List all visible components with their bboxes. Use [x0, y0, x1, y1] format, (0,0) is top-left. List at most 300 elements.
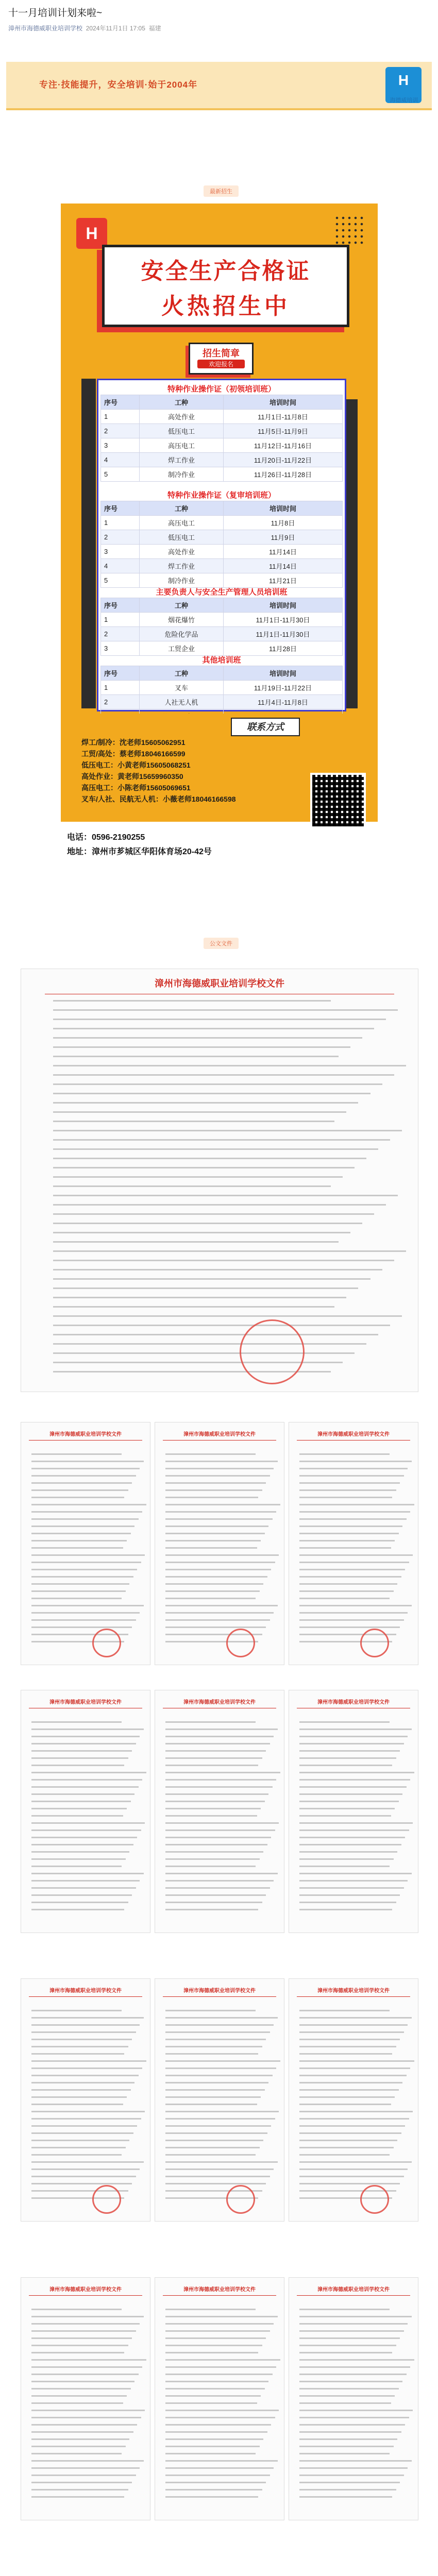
- table-header-cell: 培训时间: [224, 501, 343, 516]
- document-text-line: [31, 1837, 137, 1838]
- table-cell: 11月14日: [224, 559, 343, 573]
- document-heading: 漳州市海德威职业培训学校文件: [155, 978, 284, 989]
- account-name-link[interactable]: 漳州市海德威职业培训学校: [8, 25, 83, 32]
- document-text-line: [31, 1887, 136, 1889]
- document-text-line: [165, 2060, 280, 2062]
- document-text-line: [31, 1728, 144, 1730]
- document-text-line: [53, 1121, 335, 1122]
- document-text-line: [165, 2147, 260, 2148]
- document-text-line: [31, 1461, 144, 1462]
- document-text-line: [165, 2309, 256, 2310]
- poster-address: 地址：漳州市芗城区华阳体育场20-42号: [67, 848, 212, 856]
- document-text-line: [299, 1518, 407, 1520]
- document-text-line: [31, 2154, 122, 2156]
- document-text-line: [31, 2475, 136, 2476]
- document-text-line: [31, 2161, 144, 2163]
- document-text-line: [299, 1880, 408, 1882]
- table-cell: 11月26日-11月28日: [224, 467, 343, 482]
- document-text-line: [53, 1260, 394, 1261]
- qr-code-icon[interactable]: [310, 773, 366, 828]
- document-text-line: [299, 1547, 391, 1549]
- document-text-line: [165, 2438, 263, 2440]
- document-text-line: [31, 2446, 126, 2447]
- document-text-line: [165, 1815, 257, 1817]
- document-text-line: [31, 2060, 146, 2062]
- document-page[interactable]: [289, 1978, 418, 2222]
- document-text-line: [31, 2438, 129, 2440]
- document-text-line: [165, 1909, 258, 1910]
- document-text-line: [31, 2460, 144, 2462]
- table-cell: 2: [101, 695, 140, 709]
- document-heading: 漳州市海德威职业培训学校文件: [49, 2287, 122, 2293]
- table-cell: 11月1日-11月30日: [224, 627, 343, 641]
- document-text-line: [31, 2388, 131, 2389]
- document-text-line: [299, 1866, 390, 1867]
- document-page[interactable]: [155, 1978, 284, 2222]
- document-text-line: [299, 2366, 410, 2368]
- document-text-line: [165, 1576, 267, 1578]
- document-heading: 漳州市海德威职业培训学校文件: [49, 1432, 122, 1437]
- document-heading: 漳州市海德威职业培训学校文件: [317, 1988, 390, 1994]
- document-text-line: [165, 2381, 268, 2382]
- document-page[interactable]: [21, 2277, 150, 2520]
- table-row: [101, 516, 343, 530]
- document-text-line: [31, 1743, 136, 1744]
- table-cell: 低压电工: [140, 424, 224, 438]
- document-text-line: [165, 2366, 276, 2368]
- table-header-cell: 工种: [140, 395, 224, 410]
- document-text-line: [31, 2111, 145, 2112]
- document-text-line: [31, 1511, 142, 1513]
- table-cell: 叉车: [140, 681, 224, 695]
- document-text-line: [31, 2337, 132, 2339]
- document-text-line: [165, 1540, 261, 1541]
- document-text-line: [165, 2453, 256, 2454]
- document-text-line: [165, 2402, 257, 2404]
- document-text-line: [299, 1461, 412, 1462]
- document-text-line: [165, 1902, 262, 1903]
- document-text-line: [53, 1195, 398, 1196]
- document-text-line: [299, 2089, 399, 2091]
- document-text-line: [31, 1822, 145, 1824]
- document-text-line: [299, 1511, 410, 1513]
- document-page[interactable]: [289, 1690, 418, 1933]
- document-text-line: [165, 2161, 278, 2163]
- document-text-line: [299, 1894, 400, 1896]
- contact-line: 叉车/人社、民航无人机：小薇老师18046166598: [81, 795, 236, 803]
- document-text-line: [299, 2395, 395, 2397]
- document-text-line: [31, 1518, 139, 1520]
- document-text-line: [31, 2330, 136, 2332]
- document-text-line: [165, 1894, 266, 1896]
- document-text-line: [31, 2374, 139, 2375]
- document-text-line: [165, 2024, 274, 2026]
- document-page[interactable]: [155, 1690, 284, 1933]
- table-cell: 4: [101, 453, 140, 467]
- document-text-line: [165, 2337, 266, 2339]
- document-text-line: [165, 1569, 271, 1570]
- document-text-line: [53, 1130, 402, 1131]
- document-text-line: [165, 2140, 263, 2141]
- document-text-line: [299, 1504, 414, 1505]
- document-text-line: [31, 1801, 131, 1802]
- document-text-line: [299, 1554, 413, 1556]
- document-text-line: [165, 1765, 258, 1766]
- document-text-line: [31, 2496, 124, 2498]
- table-cell: 5: [101, 573, 140, 588]
- document-text-line: [165, 1453, 256, 1455]
- document-text-line: [165, 1562, 275, 1563]
- document-text-line: [31, 2017, 144, 2019]
- document-text-line: [165, 1736, 274, 1737]
- document-text-line: [165, 1554, 279, 1556]
- table-row: [101, 681, 343, 695]
- document-text-line: [165, 2168, 274, 2170]
- document-text-line: [299, 1583, 397, 1585]
- document-text-line: [165, 2096, 261, 2098]
- document-text-line: [31, 1554, 145, 1556]
- document-text-line: [165, 2089, 265, 2091]
- document-page[interactable]: [21, 1690, 150, 1933]
- document-text-line: [31, 2352, 124, 2353]
- document-text-line: [165, 1757, 262, 1759]
- document-text-line: [299, 2168, 408, 2170]
- document-text-line: [299, 2417, 409, 2418]
- document-text-line: [53, 1232, 351, 1233]
- table-cell: 11月21日: [224, 573, 343, 588]
- document-text-line: [165, 2053, 258, 2055]
- document-text-line: [299, 2010, 390, 2011]
- table-cell: 1: [101, 516, 140, 530]
- table-header-cell: 培训时间: [224, 666, 343, 681]
- document-text-line: [53, 1287, 359, 1289]
- document-text-line: [165, 2067, 276, 2069]
- document-text-line: [299, 2475, 404, 2476]
- document-rule: [29, 2295, 142, 2296]
- document-text-line: [165, 2467, 274, 2469]
- document-text-line: [31, 1619, 136, 1621]
- table-cell: 2: [101, 424, 140, 438]
- document-text-line: [31, 2366, 142, 2368]
- document-text-line: [31, 2010, 122, 2011]
- document-page[interactable]: [155, 1422, 284, 1665]
- document-text-line: [299, 2345, 396, 2346]
- table-cell: 制冷作业: [140, 573, 224, 588]
- document-text-line: [165, 1598, 256, 1599]
- document-text-line: [53, 1000, 331, 1002]
- document-text-line: [165, 1793, 268, 1795]
- recruitment-poster: [61, 204, 378, 822]
- document-text-line: [31, 1851, 129, 1853]
- table-row: [101, 613, 343, 627]
- table-row: [101, 559, 343, 573]
- document-text-line: [165, 2183, 266, 2184]
- document-heading: 漳州市海德威职业培训学校文件: [317, 1432, 390, 1437]
- document-rule: [297, 1996, 410, 1997]
- document-text-line: [165, 2388, 265, 2389]
- hero-title-line2: 火热招生中: [161, 294, 290, 319]
- document-text-line: [31, 1880, 140, 1882]
- document-text-line: [31, 1540, 127, 1541]
- document-text-line: [53, 1167, 355, 1168]
- document-text-line: [31, 1468, 140, 1469]
- document-text-line: [31, 2395, 127, 2397]
- document-text-line: [165, 1626, 266, 1628]
- document-text-line: [165, 2489, 262, 2490]
- document-text-line: [31, 2381, 134, 2382]
- document-text-line: [31, 1547, 123, 1549]
- table-header-cell: 培训时间: [224, 598, 343, 613]
- document-text-line: [165, 2125, 271, 2127]
- document-text-line: [165, 1851, 263, 1853]
- document-text-line: [165, 2410, 279, 2411]
- document-text-line: [31, 2104, 123, 2105]
- document-text-line: [299, 2111, 413, 2112]
- document-text-line: [53, 1176, 343, 1178]
- document-text-line: [31, 1808, 127, 1809]
- table-cell: 11月1日-11月8日: [224, 410, 343, 424]
- document-text-line: [31, 1489, 128, 1491]
- document-text-line: [299, 1605, 412, 1606]
- document-text-line: [31, 1815, 123, 1817]
- brief-box: [189, 343, 254, 375]
- table-cell: 3: [101, 641, 140, 656]
- document-text-line: [165, 1837, 271, 1838]
- document-text-line: [31, 2053, 124, 2055]
- document-text-line: [299, 2438, 397, 2440]
- document-text-line: [165, 1866, 256, 1867]
- document-text-line: [165, 1750, 266, 1752]
- document-text-line: [299, 1453, 390, 1455]
- document-text-line: [165, 2475, 270, 2476]
- table-cell: 制冷作业: [140, 467, 224, 482]
- official-seal-icon: [360, 2185, 389, 2214]
- document-text-line: [53, 1278, 370, 1280]
- document-text-line: [299, 2140, 397, 2141]
- table-cell: 高处作业: [140, 410, 224, 424]
- document-text-line: [299, 1844, 401, 1845]
- document-text-line: [53, 1204, 386, 1206]
- document-text-line: [165, 2132, 267, 2134]
- table-cell: 4: [101, 559, 140, 573]
- table-header-cell: 序号: [101, 501, 140, 516]
- document-text-line: [31, 1894, 132, 1896]
- document-page[interactable]: [289, 2277, 418, 2520]
- document-text-line: [165, 1605, 278, 1606]
- document-text-line: [165, 2039, 266, 2040]
- document-text-line: [299, 2104, 391, 2105]
- document-text-line: [299, 2482, 400, 2483]
- document-text-line: [299, 2082, 402, 2083]
- document-text-line: [299, 1837, 405, 1838]
- document-text-line: [299, 2132, 401, 2134]
- poster-phone: 电话：0596-2190255: [67, 833, 145, 842]
- table-cell: 低压电工: [140, 530, 224, 545]
- document-text-line: [31, 1765, 124, 1766]
- document-text-line: [53, 1343, 366, 1345]
- document-page[interactable]: [155, 2277, 284, 2520]
- document-heading: 漳州市海德威职业培训学校文件: [49, 1700, 122, 1705]
- document-text-line: [165, 1461, 278, 1462]
- document-text-line: [299, 2388, 399, 2389]
- document-text-line: [299, 2374, 407, 2375]
- document-text-line: [165, 2031, 270, 2033]
- document-page[interactable]: [21, 1978, 150, 2222]
- document-text-line: [31, 2067, 142, 2069]
- document-text-line: [53, 1065, 406, 1066]
- table-cell: 11月20日-11月22日: [224, 453, 343, 467]
- table-cell: 11月8日: [224, 516, 343, 530]
- official-seal-icon: [240, 1319, 305, 1384]
- document-text-line: [165, 2323, 274, 2325]
- document-text-line: [299, 1815, 391, 1817]
- document-text-line: [299, 1540, 395, 1541]
- table-header-cell: 序号: [101, 395, 140, 410]
- document-text-line: [53, 1074, 394, 1076]
- document-text-line: [165, 2111, 279, 2112]
- document-text-line: [165, 1475, 270, 1477]
- table-cell: 2: [101, 627, 140, 641]
- table-cell: 3: [101, 545, 140, 559]
- document-text-line: [165, 1887, 270, 1889]
- document-text-line: [53, 1315, 402, 1317]
- document-text-line: [53, 1241, 339, 1243]
- document-text-line: [299, 2337, 400, 2339]
- table-cell: 11月5日-11月9日: [224, 424, 343, 438]
- document-text-line: [165, 1489, 262, 1491]
- document-text-line: [299, 2323, 408, 2325]
- document-text-line: [31, 2316, 144, 2317]
- document-text-line: [165, 2460, 278, 2462]
- document-text-line: [31, 1902, 128, 1903]
- document-text-line: [299, 2410, 413, 2411]
- document-text-line: [299, 2359, 414, 2361]
- table-row: [101, 545, 343, 559]
- document-text-line: [299, 2453, 390, 2454]
- document-text-line: [31, 1562, 141, 1563]
- contact-line: 工贸/高处：蔡老师18046166599: [81, 750, 186, 758]
- document-text-line: [165, 2046, 262, 2047]
- document-page[interactable]: [289, 1422, 418, 1665]
- document-text-line: [31, 2132, 133, 2134]
- document-text-line: [299, 2316, 412, 2317]
- document-text-line: [53, 1139, 391, 1141]
- document-text-line: [31, 2176, 136, 2177]
- document-text-line: [299, 1822, 413, 1824]
- document-text-line: [31, 2359, 146, 2361]
- document-text-line: [299, 1569, 405, 1570]
- decorative-dots-icon: [334, 215, 365, 246]
- official-seal-icon: [360, 1629, 389, 1657]
- document-text-line: [299, 2424, 405, 2426]
- table-cell: 3: [101, 438, 140, 453]
- document-text-line: [299, 2046, 396, 2047]
- hero-title-line1: 安全生产合格证: [141, 259, 311, 284]
- document-text-line: [299, 2496, 392, 2498]
- document-text-line: [31, 1772, 146, 1773]
- poster-logo-icon: H: [76, 218, 107, 249]
- document-text-line: [299, 1779, 410, 1781]
- document-text-line: [165, 1873, 278, 1874]
- document-text-line: [299, 1887, 404, 1889]
- table-cell: 11月4日-11月8日: [224, 695, 343, 709]
- schedule-table: [100, 598, 343, 656]
- document-text-line: [53, 1046, 351, 1048]
- document-heading: 漳州市海德威职业培训学校文件: [317, 2287, 390, 2293]
- document-text-line: [31, 1858, 126, 1860]
- document-text-line: [165, 2075, 273, 2076]
- document-page[interactable]: [21, 969, 418, 1392]
- document-text-line: [31, 1909, 124, 1910]
- document-text-line: [165, 1497, 258, 1498]
- table-cell: 人社无人机: [140, 695, 224, 709]
- document-text-line: [165, 1504, 280, 1505]
- table-cell: 危险化学品: [140, 627, 224, 641]
- school-logo-icon: H: [385, 67, 422, 103]
- document-text-line: [31, 1844, 133, 1845]
- document-text-line: [299, 2309, 390, 2310]
- document-text-line: [299, 2154, 390, 2156]
- document-text-line: [31, 2323, 140, 2325]
- section-pill-docs: 公文文件: [204, 938, 239, 949]
- document-text-line: [299, 2024, 408, 2026]
- document-text-line: [31, 1612, 140, 1614]
- document-text-line: [299, 1757, 396, 1759]
- table-header-cell: 工种: [140, 501, 224, 516]
- document-text-line: [165, 2359, 280, 2361]
- document-text-line: [31, 1873, 144, 1874]
- document-text-line: [165, 1772, 280, 1773]
- document-text-line: [31, 2309, 122, 2310]
- document-text-line: [31, 2118, 141, 2120]
- document-text-line: [299, 2031, 404, 2033]
- document-text-line: [299, 1533, 399, 1534]
- brief-subtitle: 欢迎报名: [197, 360, 245, 368]
- document-text-line: [165, 1583, 263, 1585]
- document-text-line: [165, 1547, 257, 1549]
- document-text-line: [299, 1851, 397, 1853]
- schedule-section-title: 其他培训班: [202, 656, 241, 665]
- document-text-line: [31, 1533, 131, 1534]
- document-page[interactable]: [21, 1422, 150, 1665]
- document-text-line: [53, 1213, 375, 1215]
- document-text-line: [165, 1822, 279, 1824]
- document-heading: 漳州市海德威职业培训学校文件: [183, 2287, 256, 2293]
- banner-slogan: 专注·技能提升，安全培训·始于2004年: [39, 80, 198, 90]
- document-heading: 漳州市海德威职业培训学校文件: [183, 1700, 256, 1705]
- document-text-line: [31, 2089, 131, 2091]
- decorative-bar-left: [81, 379, 96, 708]
- document-text-line: [53, 1185, 331, 1187]
- document-text-line: [31, 1475, 136, 1477]
- table-row: [101, 641, 343, 656]
- document-text-line: [31, 1590, 126, 1592]
- document-text-line: [165, 1779, 276, 1781]
- table-row: [101, 530, 343, 545]
- document-text-line: [53, 1093, 370, 1094]
- document-text-line: [165, 2424, 271, 2426]
- document-text-line: [299, 1619, 404, 1621]
- document-text-line: [299, 2467, 408, 2469]
- document-rule: [163, 2295, 276, 2296]
- document-text-line: [165, 2118, 275, 2120]
- document-text-line: [53, 1037, 363, 1039]
- document-text-line: [299, 1590, 394, 1592]
- document-text-line: [53, 1297, 347, 1298]
- document-text-line: [165, 2104, 257, 2105]
- table-header-cell: 培训时间: [224, 395, 343, 410]
- document-text-line: [31, 2453, 122, 2454]
